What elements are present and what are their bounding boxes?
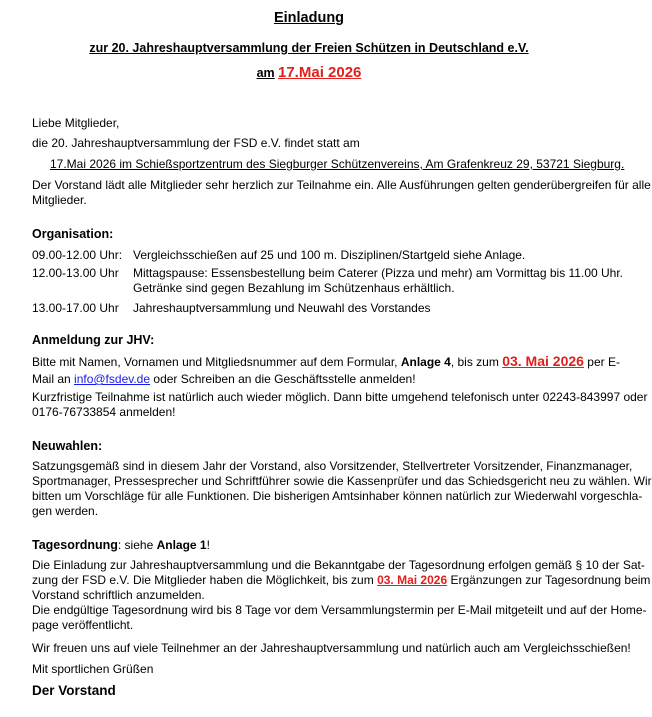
anmeldung-text: per E- xyxy=(587,355,620,369)
tagesordnung-excl: ! xyxy=(206,538,210,552)
anmeldung-line-4: 0176-76733854 anmelden! xyxy=(32,405,176,419)
anmeldung-line-2 xyxy=(32,372,416,387)
date-prefix: am xyxy=(256,66,275,80)
regards-line: Mit sportlichen Grüßen xyxy=(32,662,154,676)
document-title: Einladung xyxy=(273,10,345,26)
intro-line: die 20. Jahreshauptversammlung der FSD e.V. findet statt am xyxy=(32,136,360,150)
neuwahlen-line: Sportmanager, Pressesprecher und Schriftführer sowie die Kassenprüfer und das Schiedsgericht neu zu wählen. Wir xyxy=(32,474,652,488)
closing-line: Wir freuen uns auf viele Teilnehmer an der Jahreshauptversammlung und natürlich auch am Vergleichsschießen! xyxy=(32,641,631,655)
agenda-deadline: 03. Mai 2026 xyxy=(377,573,448,587)
schedule-time: 09.00-12.00 Uhr: xyxy=(32,248,123,262)
venue-line: 17.Mai 2026 im Schießsportzentrum des Siegburger Schützenvereins, Am Grafenkreuz 29, 53721 Siegburg. xyxy=(50,157,625,171)
organisation-heading: Organisation: xyxy=(32,227,114,241)
anmeldung-heading: Anmeldung zur JHV: xyxy=(32,333,155,347)
anmeldung-text: , bis zum xyxy=(450,355,499,369)
email-link[interactable]: info@fsdev.de xyxy=(74,372,151,386)
anlage-1-ref: Anlage 1 xyxy=(156,538,207,552)
tagesordnung-line-1: Die Einladung zur Jahreshauptversammlung und die Bekanntgabe der Tagesordnung erfolgen gemäß § 10 der Sat- xyxy=(32,558,645,572)
registration-deadline: 03. Mai 2026 xyxy=(502,353,584,369)
schedule-text: Mittagspause: Essensbestellung beim Caterer (Pizza und mehr) am Vormittag bis 11.00 Uhr. xyxy=(133,266,624,280)
neuwahlen-line: gen werden. xyxy=(32,504,99,518)
tagesordnung-text: zung der FSD e.V. Die Mitglieder haben die Möglichkeit, bis zum xyxy=(32,573,374,587)
anlage-4-ref: Anlage 4 xyxy=(400,355,451,369)
anmeldung-text: Bitte mit Namen, Vornamen und Mitgliedsnummer auf dem Formular, xyxy=(32,355,398,369)
schedule-text: Getränke sind gegen Bezahlung im Schützenhaus erhältlich. xyxy=(133,281,455,295)
schedule-text: Vergleichsschießen auf 25 und 100 m. Disziplinen/Startgeld siehe Anlage. xyxy=(133,248,526,262)
anmeldung-line-3: Kurzfristige Teilnahme ist natürlich auch wieder möglich. Dann bitte umgehend telefonisch unter 02243-843997 oder xyxy=(32,390,648,404)
tagesordnung-line-5: page veröffentlicht. xyxy=(32,618,134,632)
signature: Der Vorstand xyxy=(32,683,116,698)
tagesordnung-suffix: : siehe xyxy=(117,538,154,552)
schedule-text: Jahreshauptversammlung und Neuwahl des Vorstandes xyxy=(133,301,431,315)
tagesordnung-text: Ergänzungen zur Tagesordnung beim xyxy=(450,573,651,587)
tagesordnung-line-3: Vorstand schriftlich anzumelden. xyxy=(32,588,205,602)
document-subtitle: zur 20. Jahreshauptversammlung der Freien Schützen in Deutschland e.V. xyxy=(89,41,529,55)
tagesordnung-line-2 xyxy=(32,573,650,588)
schedule-time: 12.00-13.00 Uhr xyxy=(32,266,119,280)
event-date: 17.Mai 2026 xyxy=(278,64,362,81)
neuwahlen-line: Satzungsgemäß sind in diesem Jahr der Vorstand, also Vorsitzender, Stellvertreter Vorsitzender, Finanzmanager, xyxy=(32,459,633,473)
anmeldung-line-1 xyxy=(32,354,620,370)
invite-line-1: Der Vorstand lädt alle Mitglieder sehr herzlich zur Teilnahme ein. Alle Ausführungen gelten genderübergreifen für alle xyxy=(32,178,651,192)
neuwahlen-heading: Neuwahlen: xyxy=(32,439,103,453)
event-date-line xyxy=(0,66,618,81)
schedule-time: 13.00-17.00 Uhr xyxy=(32,301,119,315)
invite-line-2: Mitglieder. xyxy=(32,193,87,207)
tagesordnung-heading-line xyxy=(32,538,210,553)
greeting: Liebe Mitglieder, xyxy=(32,116,120,130)
tagesordnung-line-4: Die endgültige Tagesordnung wird bis 8 Tage vor dem Versammlungstermin per E-Mail mitgeteilt und auf der Home- xyxy=(32,603,647,617)
tagesordnung-heading: Tagesordnung xyxy=(32,538,118,552)
neuwahlen-line: bitten um Vorschläge für alle Funktionen. Die bisherigen Amtsinhaber können natürlich zur Wiederwahl vorgeschla- xyxy=(32,489,643,503)
anmeldung-text: Mail an xyxy=(32,372,71,386)
anmeldung-text: oder Schreiben an die Geschäftsstelle anmelden! xyxy=(153,372,416,386)
